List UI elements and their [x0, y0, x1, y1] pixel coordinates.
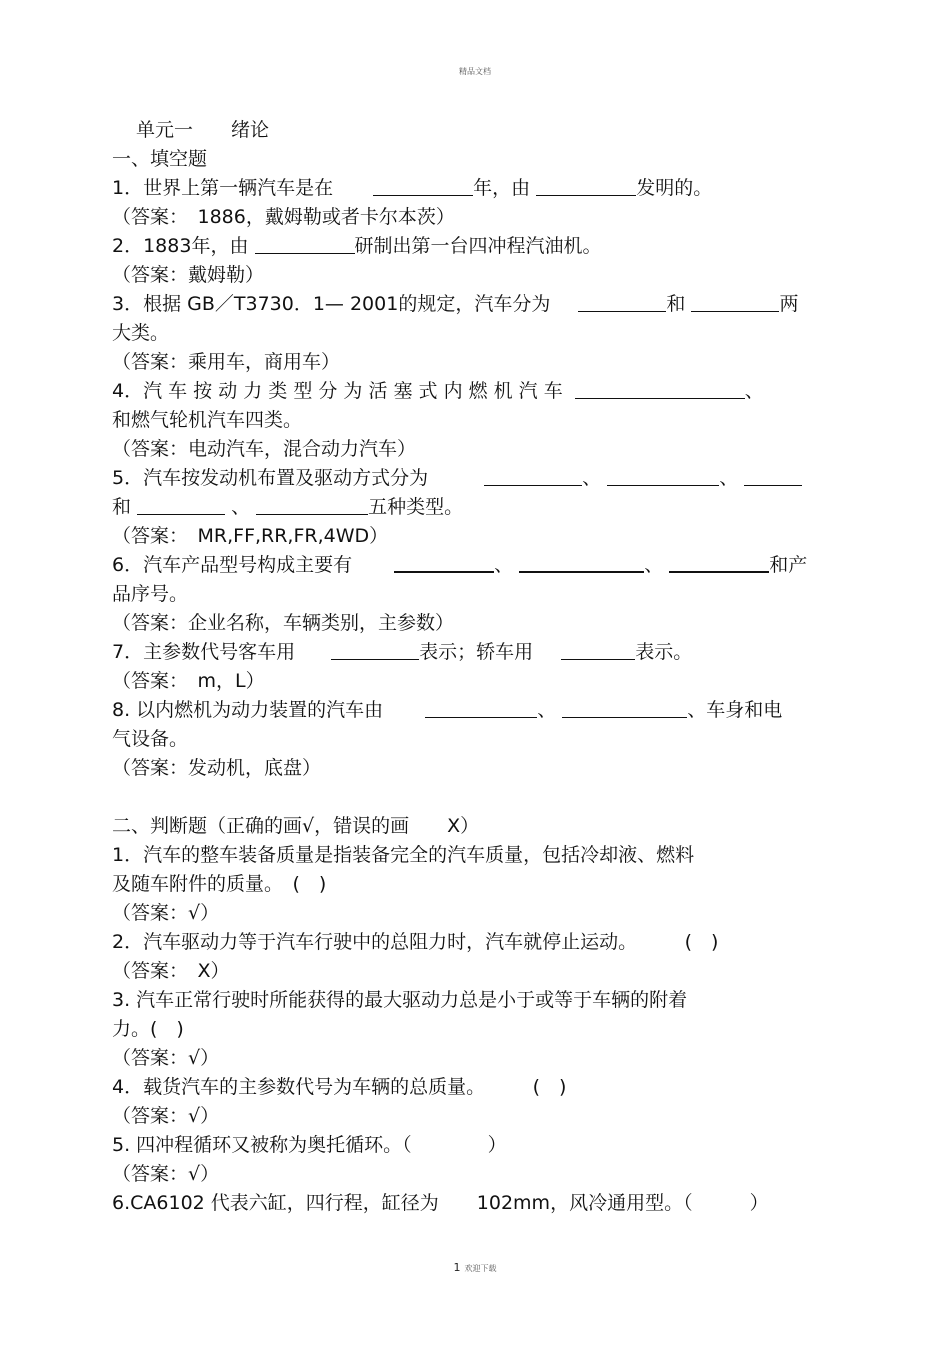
judgement-answer-3: （答案：√） — [112, 1047, 220, 1069]
document-body — [112, 116, 842, 1218]
judgement-answer-4: （答案：√） — [112, 1105, 220, 1127]
judgement-1-cont: 及随车附件的质量。 ( ) — [112, 873, 327, 895]
answer-8: （答案：发动机，底盘） — [112, 757, 322, 779]
question-1: 1．世界上第一辆汽车是在 年，由 发明的。 — [112, 177, 713, 199]
section-true-false-heading: 二、判断题（正确的画√，错误的画 X） — [112, 815, 480, 837]
answer-blank — [562, 698, 687, 718]
answer-blank — [578, 292, 666, 312]
answer-blank — [669, 552, 769, 573]
question-6-cont: 品序号。 — [112, 583, 189, 605]
page-footer — [0, 1261, 950, 1274]
judgement-6: 6.CA6102 代表六缸，四行程，缸径为 102mm，风冷通用型。（ ） — [112, 1192, 769, 1214]
question-5-cont: 和 、 五种类型。 — [112, 496, 464, 518]
question-5: 5．汽车按发动机布置及驱动方式分为 、 、 — [112, 464, 842, 493]
answer-6: （答案：企业名称，车辆类别，主参数） — [112, 612, 455, 634]
answer-3: （答案：乘用车，商用车） — [112, 351, 341, 373]
judgement-4: 4．载货汽车的主参数代号为车辆的总质量。 ( ) — [112, 1076, 567, 1098]
answer-2: （答案：戴姆勒） — [112, 264, 265, 286]
answer-4: （答案：电动汽车，混合动力汽车） — [112, 438, 417, 460]
question-3: 3．根据 GB／T3730．1— 2001的规定，汽车分为 和 两 — [112, 293, 799, 315]
answer-blank — [575, 379, 745, 399]
answer-blank — [373, 176, 473, 196]
header-note: 精品文档 — [459, 67, 491, 76]
answer-blank — [137, 495, 225, 515]
judgement-answer-1: （答案：√） — [112, 902, 220, 924]
section-fill-blank-heading: 一、填空题 — [112, 148, 208, 170]
answer-blank — [331, 640, 419, 660]
judgement-answer-2: （答案： X） — [112, 960, 230, 982]
answer-blank — [425, 698, 537, 718]
answer-blank — [484, 466, 582, 486]
answer-blank — [394, 552, 494, 573]
question-4-cont: 和燃气轮机汽车四类。 — [112, 409, 303, 431]
answer-7: （答案： m，L） — [112, 670, 265, 692]
judgement-3-cont: 力。( ) — [112, 1018, 184, 1040]
answer-5: （答案： MR,FF,RR,FR,4WD） — [112, 525, 389, 547]
answer-blank — [561, 640, 635, 660]
judgement-3: 3. 汽车正常行驶时所能获得的最大驱动力总是小于或等于车辆的附着 — [112, 989, 688, 1011]
question-2: 2．1883年，由 研制出第一台四冲程汽油机。 — [112, 235, 602, 257]
unit-title: 单元一 绪论 — [136, 119, 270, 141]
page-number: 1 — [453, 1261, 461, 1274]
footer-note: 欢迎下载 — [464, 1264, 497, 1273]
question-4: 4．汽 车 按 动 力 类 型 分 为 活 塞 式 内 燃 机 汽 车 、 — [112, 380, 764, 402]
question-7: 7．主参数代号客车用 表示；轿车用 表示。 — [112, 641, 693, 663]
answer-blank — [536, 176, 636, 196]
answer-blank — [255, 234, 355, 254]
judgement-5: 5. 四冲程循环又被称为奥托循环。（ ） — [112, 1134, 507, 1156]
judgement-2: 2．汽车驱动力等于汽车行驶中的总阻力时，汽车就停止运动。 ( ) — [112, 931, 719, 953]
answer-blank — [744, 466, 802, 486]
question-3-cont: 大类。 — [112, 322, 170, 344]
judgement-1: 1．汽车的整车装备质量是指装备完全的汽车质量，包括冷却液、燃料 — [112, 844, 695, 866]
answer-blank — [256, 495, 368, 515]
question-8: 8. 以内燃机为动力装置的汽车由 、 、车身和电 — [112, 699, 783, 721]
answer-1: （答案： 1886，戴姆勒或者卡尔本茨） — [112, 206, 455, 228]
judgement-answer-5: （答案：√） — [112, 1163, 220, 1185]
question-6: 6．汽车产品型号构成主要有 、 、 和产 — [112, 554, 808, 576]
answer-blank — [519, 552, 644, 573]
spacer — [112, 783, 842, 812]
answer-blank — [607, 466, 719, 486]
question-8-cont: 气设备。 — [112, 728, 189, 750]
answer-blank — [691, 292, 779, 312]
